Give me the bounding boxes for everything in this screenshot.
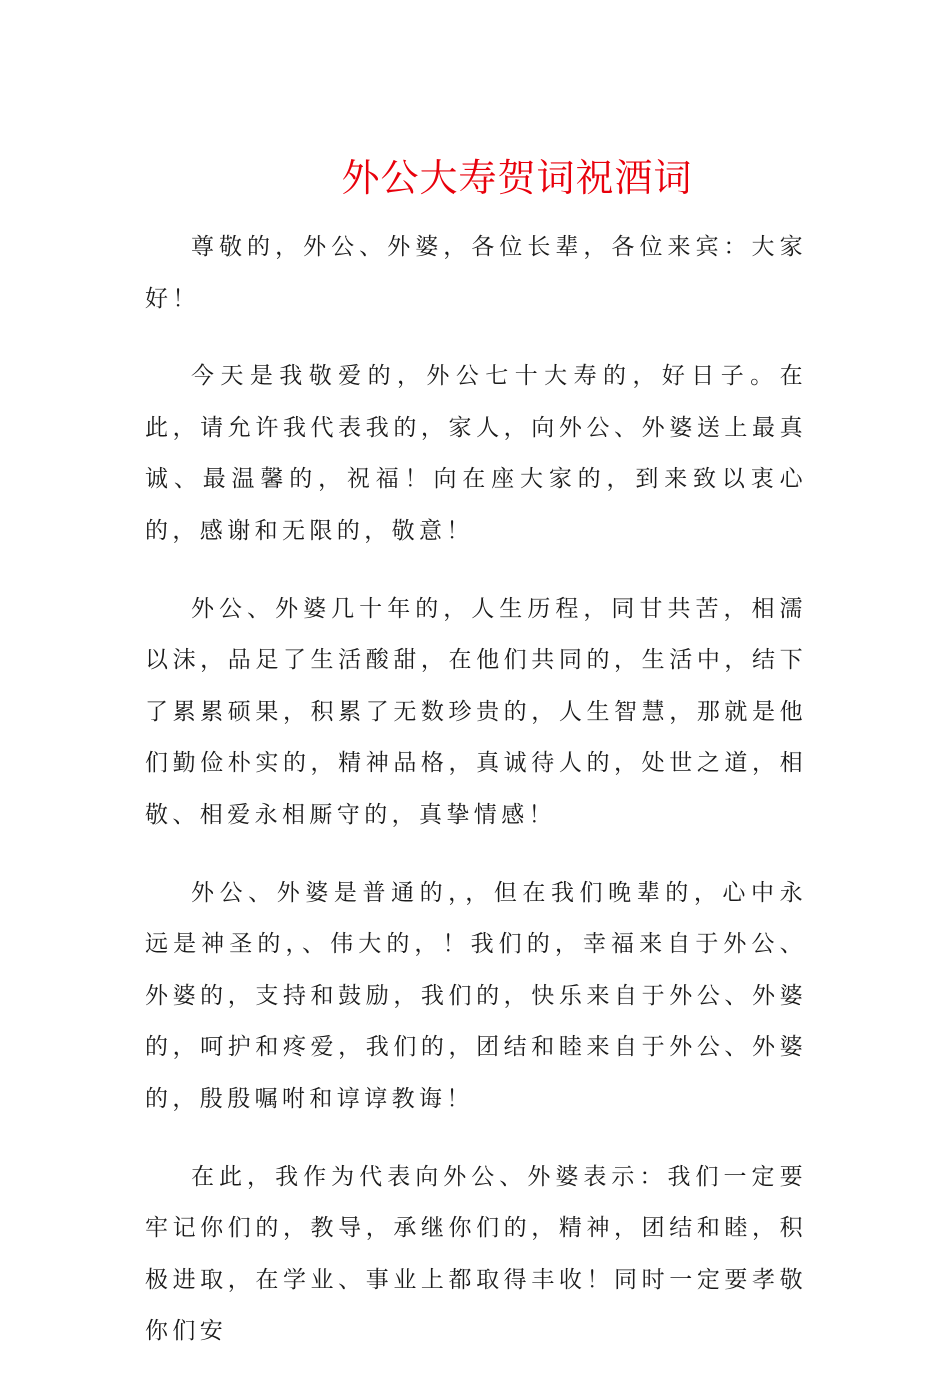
paragraph-greeting: 尊敬的，外公、外婆，各位长辈，各位来宾：大家好！ — [145, 234, 807, 312]
document-title: 外公大寿贺词祝酒词 — [341, 156, 693, 200]
document-body — [145, 222, 807, 1384]
paragraph-life-journey: 外公、外婆几十年的，人生历程，同甘共苦，相濡以沫，品足了生活酸甜，在他们共同的，生活中，结下了累累硕果，积累了无数珍贵的，人生智慧，那就是他们勤俭朴实的，精神品格，真诚待人的，处世之道，相敬、相爱永相厮守的，真挚情感！ — [145, 595, 807, 828]
paragraph-promise: 在此，我作为代表向外公、外婆表示：我们一定要牢记你们的，教导，承继你们的，精神，团结和睦，积极进取，在学业、事业上都取得丰收！同时一定要孝敬你们安 — [145, 1163, 807, 1345]
paragraph-gratitude: 外公、外婆是普通的，，但在我们晚辈的，心中永远是神圣的，、伟大的，！我们的，幸福来自于外公、外婆的，支持和鼓励，我们的，快乐来自于外公、外婆的，呵护和疼爱，我们的，团结和睦来自于外公、外婆的，殷殷嘱咐和谆谆教诲！ — [145, 879, 807, 1112]
paragraph-birthday-blessing: 今天是我敬爱的，外公七十大寿的，好日子。在此，请允许我代表我的，家人，向外公、外婆送上最真诚、最温馨的，祝福！向在座大家的，到来致以衷心的，感谢和无限的，敬意！ — [145, 363, 807, 544]
